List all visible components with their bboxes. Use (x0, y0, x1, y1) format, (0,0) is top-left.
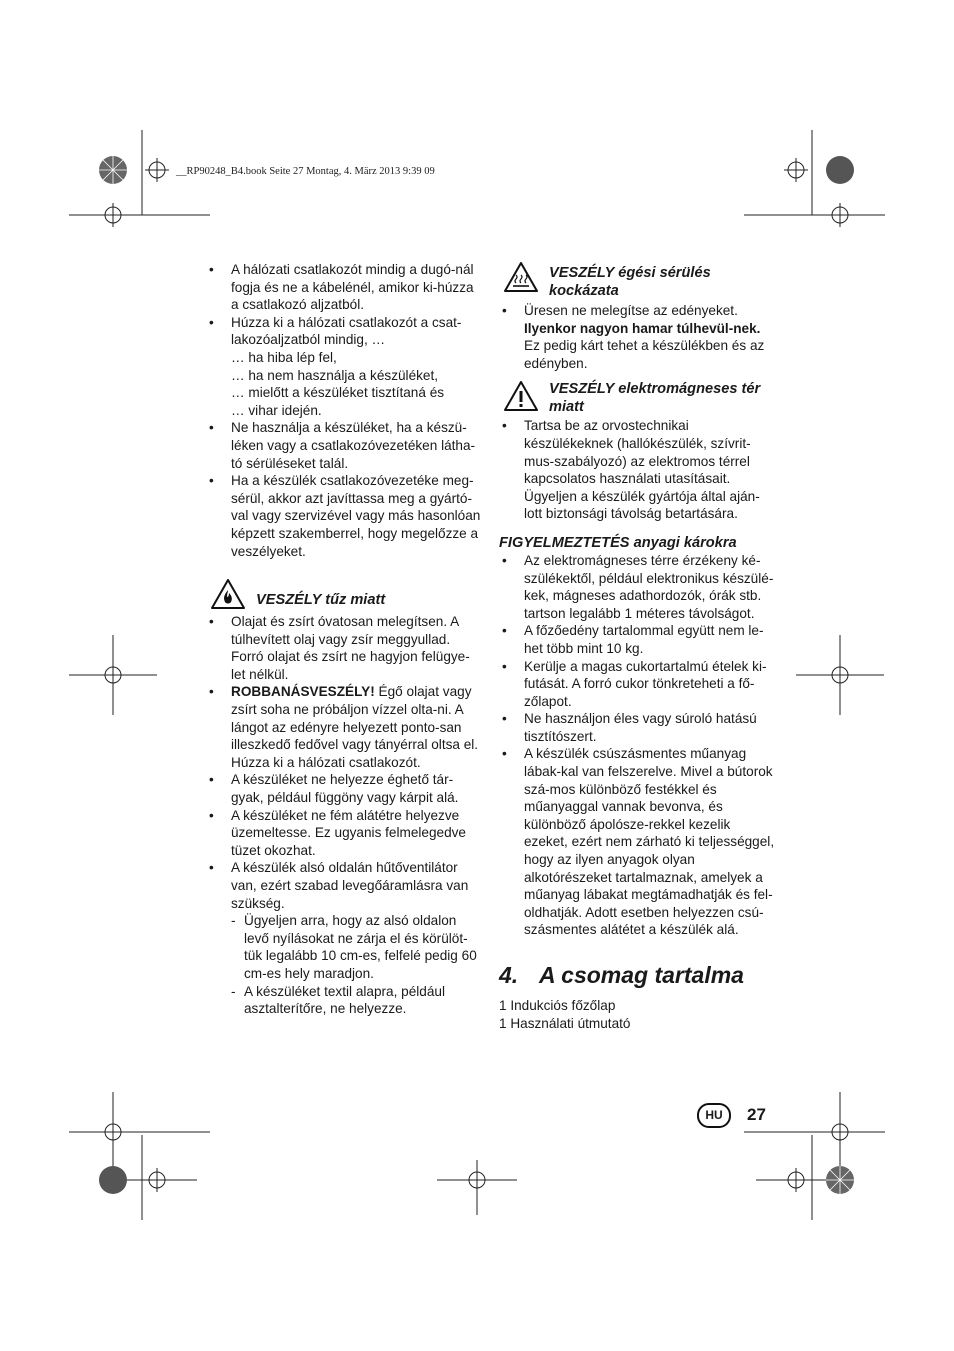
print-file-header: __RP90248_B4.book Seite 27 Montag, 4. März 2013 9:39 09 (176, 166, 435, 177)
contents-item: 1 Indukciós főzőlap (499, 998, 616, 1013)
right-column (499, 261, 775, 1032)
list-item-text: A készülék alsó oldalán hűtőventilátor van, ezért szabad levegőáramlásra van szükség. (231, 860, 469, 911)
section-heading (499, 961, 775, 989)
burn-list (499, 302, 775, 372)
list-item: • A főzőedény tartalommal együtt nem le-het több mint 10 kg. (499, 622, 775, 657)
when-lines (231, 349, 482, 419)
registration-disc (826, 156, 854, 184)
explosion-label: ROBBANÁSVESZÉLY! (231, 684, 375, 700)
list-item: • Ne használja a készüléket, ha a készü-léken vagy a csatlakozóvezetéken látha-tó sérüléseket talál. (206, 419, 482, 472)
fire-list (206, 613, 482, 912)
list-item-text: Üresen ne melegítse az edényeket. (524, 303, 738, 318)
list-item: • Tartsa be az orvostechnikai készülékeknek (hallókészülék, szívrit-mus-szabályozó) az elektromos térrel kapcsolatos használati utasításait. Ügyeljen a készülék gyártója által aján-lott biztonsági távolság betartására. (499, 417, 775, 523)
em-heading-text: VESZÉLY elektromágneses tér miatt (549, 381, 761, 416)
list-item (206, 314, 482, 420)
language-badge: HU (697, 1103, 731, 1128)
list-item: • A készülék csúszásmentes műanyag lábak-kal van felszerelve. Mivel a bútorok szá-mos különböző festékkel és műanyaggal vannak bevonva, és különböző ápolósze-rekkel kezelik ezeket, ezért nem zárható ki teljességgel, hogy az ilyen anyagok olyan alkotórészeket tartalmaznak, amelyek a műanyag lábakat megtámadhatják és fel-oldhatják. Adott esetben helyezzen csú-szásmentes alátétet a készülék alá. (499, 745, 775, 939)
fire-heading-text: VESZÉLY tűz miatt (256, 592, 386, 609)
notice-list (499, 552, 775, 939)
em-list (499, 417, 775, 523)
burn-heading-text: VESZÉLY égési sérülés kockázata (549, 265, 711, 299)
list-item-bold: Ilyenkor nagyon hamar túlhevül-nek. (524, 320, 761, 336)
page-number: 27 (747, 1105, 766, 1124)
section-title: A csomag tartalma (539, 962, 744, 988)
safety-list (206, 261, 482, 560)
when-line: … mielőtt a készüléket tisztítaná és (231, 385, 445, 401)
list-item (499, 302, 775, 372)
list-item-text: Ez pedig kárt tehet a készülékben és az edényben. (524, 338, 765, 371)
list-item: • A készüléket ne fém alátétre helyezve üzemeltesse. Ez ugyanis felmelegedve tüzet okozhat. (206, 807, 482, 860)
sublist-item: - Ügyeljen arra, hogy az alsó oldalon levő nyílásokat ne zárja el és körülöt-tük legalább 10 cm-es, felfelé pedig 60 cm-es hely maradjon. (206, 912, 482, 982)
list-item: • Ne használjon éles vagy súroló hatású tisztítószert. (499, 710, 775, 745)
list-item (206, 683, 482, 771)
list-item-text: Húzza ki a hálózati csatlakozót a csat-lakozóaljzatból mindig, … (231, 314, 462, 348)
list-item: • Ha a készülék csatlakozóvezetéke meg-sérül, akkor azt javíttassa meg a gyártó-val vagy szervizével vagy más hasonlóan képzett szakemberrel, hogy megelőzze a veszélyeket. (206, 472, 482, 560)
list-item-text: Égő olajat vagy zsírt soha ne próbáljon vízzel olta-ni. A lángot az edényre helyezett ponto-san illeszkedő fedővel vagy tányérral oltsa el. Húzza ki a hálózati csatlakozót. (231, 684, 479, 770)
left-column (206, 261, 482, 1018)
list-item: • A hálózati csatlakozót mindig a dugó-nál fogja és ne a kábelénél, amikor ki-húzza a csatlakozó aljzatból. (206, 261, 482, 314)
list-item: • Az elektromágneses térre érzékeny ké-szülékektől, például elektronikus készülé-kek, mágneses adathordozók, órák stb. tartson legalább 1 méteres távolságot. (499, 552, 775, 622)
list-item: • A készüléket ne helyezze éghető tár-gyak, például függöny vagy kárpit alá. (206, 771, 482, 806)
fire-sublist (206, 912, 482, 1018)
list-item (206, 859, 482, 912)
hot-surface-warning-icon (503, 261, 539, 293)
when-line: … ha nem használja a készüléket, (231, 367, 439, 383)
when-line: … vihar idején. (231, 402, 322, 418)
sublist-item: - A készüléket textil alapra, például asztalterítőre, ne helyezze. (206, 983, 482, 1018)
when-line: … ha hiba lép fel, (231, 349, 337, 365)
list-item: • Kerülje a magas cukortartalmú ételek ki-futását. A forró cukor tönkreteheti a fő-zőlapot. (499, 658, 775, 711)
page-footer (697, 1102, 766, 1128)
em-warning-heading (499, 380, 775, 416)
list-item: • Olajat és zsírt óvatosan melegítsen. A túlhevített olaj vagy zsír meggyullad. Forró olajat és zsírt ne hagyjon felügye-let nélkül. (206, 613, 482, 683)
exclamation-warning-icon (503, 380, 539, 412)
notice-heading: FIGYELMEZTETÉS anyagi károkra (499, 534, 737, 551)
section-number: 4. (499, 962, 519, 988)
registration-disc (99, 1166, 127, 1194)
contents-item: 1 Használati útmutató (499, 1015, 631, 1031)
burn-warning-heading (499, 261, 775, 300)
fire-warning-icon (210, 578, 246, 610)
fire-warning-heading (206, 578, 482, 609)
